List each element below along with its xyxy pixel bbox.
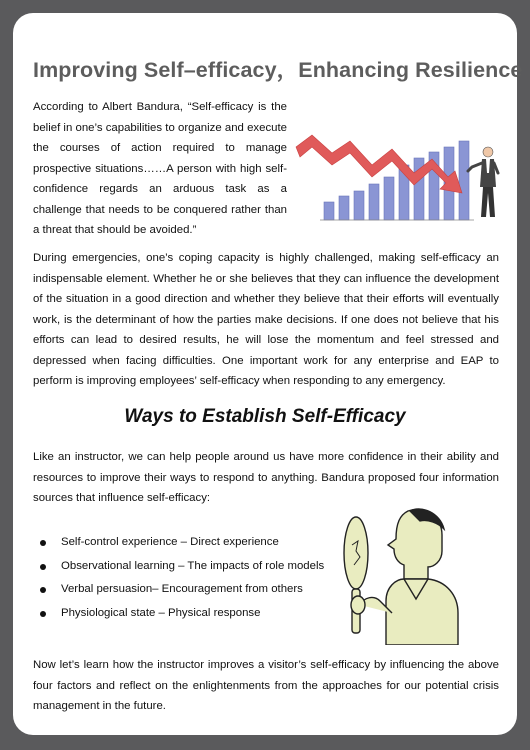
man-figure — [351, 509, 458, 645]
page-title: Improving Self–efficacy，Enhancing Resilience — [33, 58, 523, 82]
section-heading: Ways to Establish Self-Efficacy — [124, 406, 406, 427]
intro-paragraph: According to Albert Bandura, “Self-efficacy is the belief in one’s capabilities to organize and execute the courses of action required to manage prospective situations……A person with high self-confidence regards an arduous task as a challenge that needs to be conquered rather than a threat that should be avoided.” — [33, 101, 287, 236]
sources-list — [33, 531, 333, 625]
rising-chart-illustration — [290, 115, 504, 227]
hand-mirror — [344, 517, 368, 633]
emergency-paragraph: During emergencies, one’s coping capacity is highly challenged, making self-efficacy an indispensable element. Whether he or she believes that they can influence the development of the situation in a good direction and whether they believe that their efforts will eventually work, is the determinant of how the parties make decisions. If one does not believe that his efforts can lead to desired results, he will lose the momentum and feel stressed and depressed when facing difficulties. One important work for any enterprise and EAP to perform is improving employees’ self-efficacy when responding to any emergency. — [33, 252, 499, 387]
instructor-paragraph: Like an instructor, we can help people around us have more confidence in their ability and resources to improve their ways to respond to anything. Bandura proposed four information sources that influence self-efficacy: — [33, 451, 499, 504]
page-sheet — [13, 13, 523, 735]
list-item: Physiological state – Physical response — [33, 602, 333, 626]
list-item: Verbal persuasion– Encouragement from others — [33, 578, 333, 602]
closing-paragraph: Now let’s learn how the instructor improves a visitor’s self-efficacy by influencing the above four factors and reflect on the enlightenments from the approaches for our potential crisis management in the future. — [33, 659, 499, 712]
mirror-man-illustration — [334, 505, 462, 645]
businessman-figure — [468, 147, 498, 217]
list-item: Self-control experience – Direct experience — [33, 531, 333, 555]
list-item: Observational learning – The impacts of role models — [33, 555, 333, 579]
